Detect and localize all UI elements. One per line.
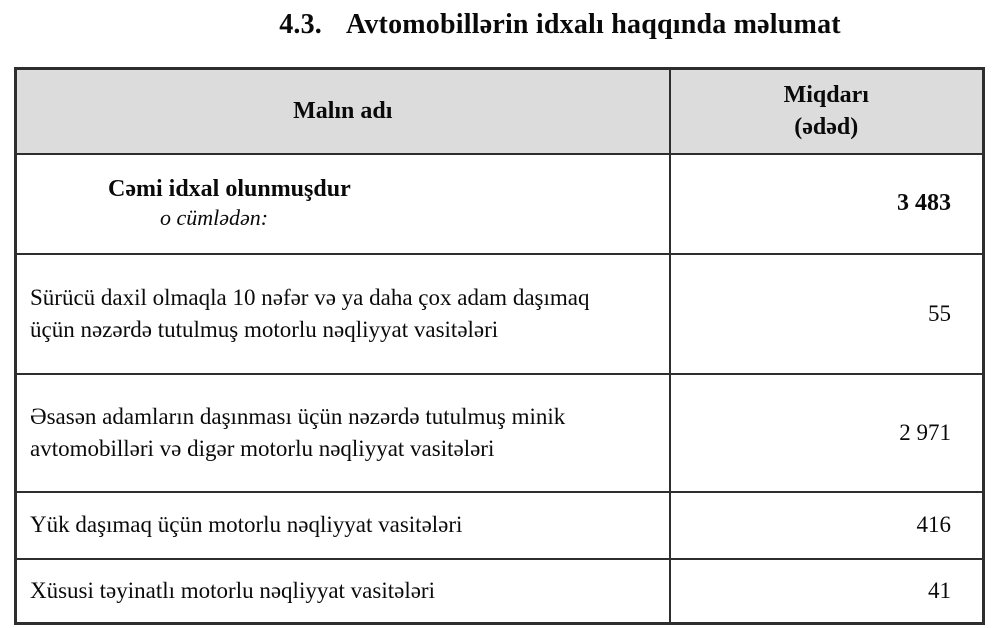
row-label-cell	[16, 254, 670, 374]
table-row-total	[16, 154, 984, 254]
column-header-quantity	[670, 69, 984, 154]
table-row	[16, 374, 984, 492]
section-title-text: Avtomobillərin idxalı haqqında məlumat	[346, 9, 841, 40]
row-value: 41	[670, 559, 984, 624]
total-label-cell	[16, 154, 670, 254]
import-table	[14, 67, 985, 625]
row-label-cell	[16, 374, 670, 492]
row-value: 55	[670, 254, 984, 374]
total-sublabel: o cümlədən:	[160, 205, 269, 231]
row-value: 2 971	[670, 374, 984, 492]
row-label-cell	[16, 559, 670, 624]
row-label: Əsasən adamların daşınması üçün nəzərdə tutulmuş minik avtomobilləri və digər motorlu nəqliyyat vasitələri	[30, 404, 566, 461]
row-label: Xüsusi təyinatlı motorlu nəqliyyat vasitələri	[30, 578, 435, 604]
table-row	[16, 254, 984, 374]
section-number: 4.3.	[279, 9, 322, 40]
column-header-quantity-line1: Miqdarı	[783, 81, 869, 108]
table-header-row	[16, 69, 984, 154]
table-row	[16, 492, 984, 559]
row-value: 416	[670, 492, 984, 559]
row-label: Yük daşımaq üçün motorlu nəqliyyat vasitələri	[30, 512, 463, 538]
row-label: Sürücü daxil olmaqla 10 nəfər və ya daha çox adam daşımaq üçün nəzərdə tutulmuş motorlu nəqliyyat vasitələri	[30, 285, 590, 342]
table-row	[16, 559, 984, 624]
row-label-cell	[16, 492, 670, 559]
section-title	[0, 9, 1000, 41]
column-header-product-name: Malın adı	[16, 69, 670, 154]
total-label: Cəmi idxal olunmuşdur	[108, 176, 351, 203]
total-value: 3 483	[670, 154, 984, 254]
column-header-quantity-line2: (ədəd)	[794, 114, 859, 141]
